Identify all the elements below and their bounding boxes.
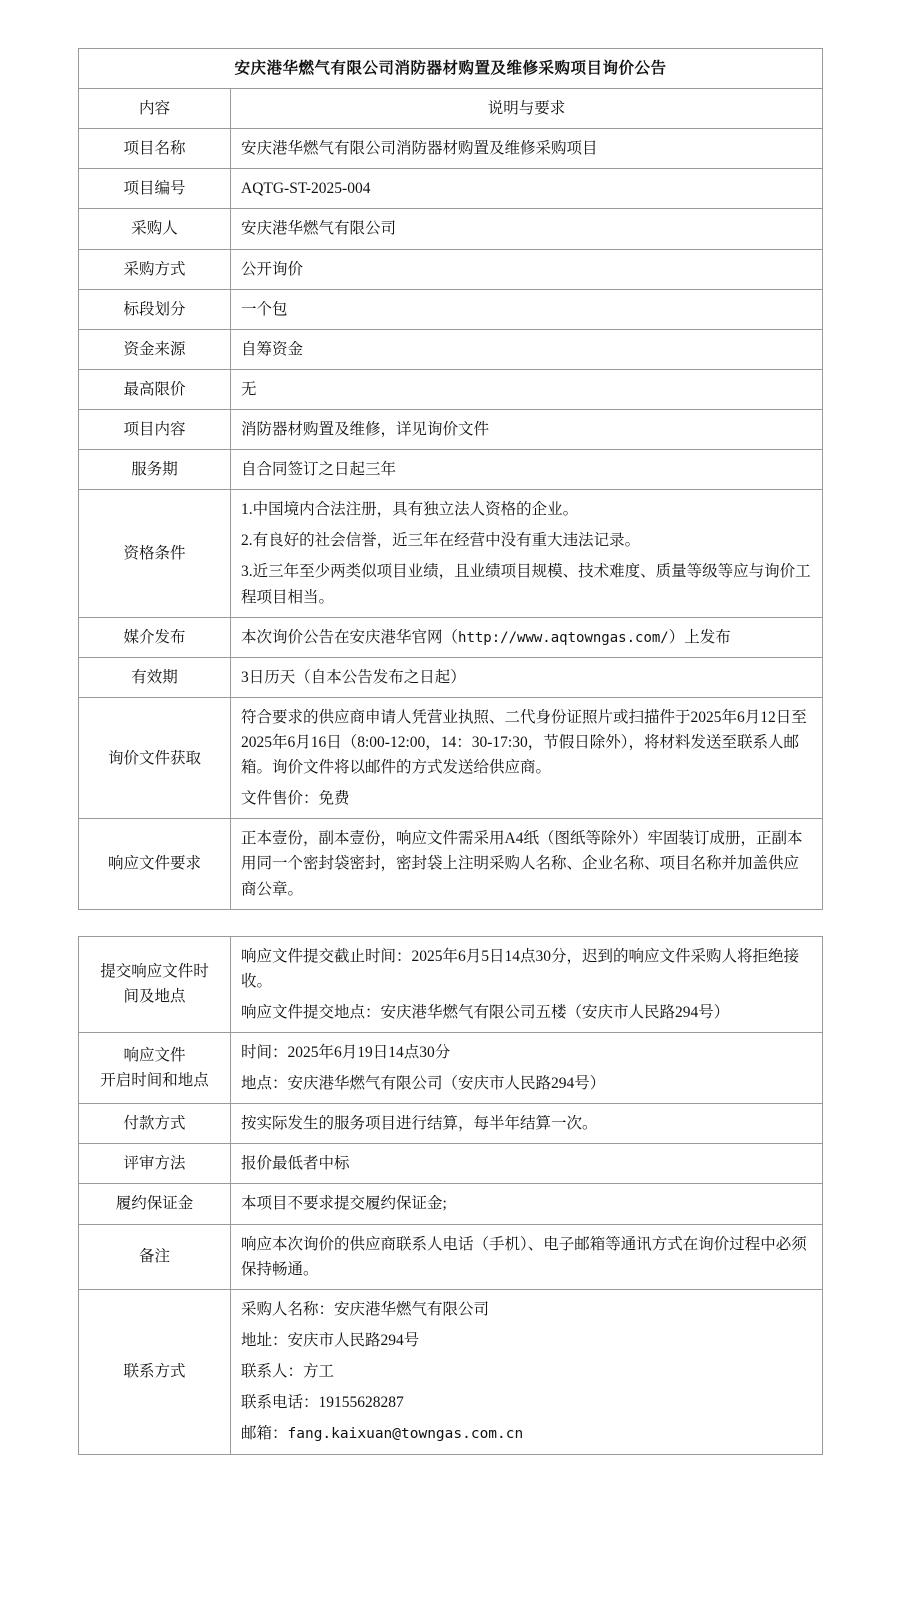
row-label-contact: 联系方式 xyxy=(79,1289,231,1454)
table-row xyxy=(79,1032,823,1103)
row-value-funding-source: 自筹资金 xyxy=(231,329,823,369)
table-row xyxy=(79,1224,823,1289)
contact-line-1: 采购人名称：安庆港华燃气有限公司 xyxy=(241,1300,490,1318)
announcement-table-part2 xyxy=(78,936,823,1455)
row-value-opening xyxy=(231,1032,823,1103)
announcement-table-part1 xyxy=(78,48,823,910)
row-label-media-release: 媒介发布 xyxy=(79,617,231,657)
row-value-qualification xyxy=(231,490,823,617)
contact-line-2: 地址：安庆市人民路294号 xyxy=(241,1331,420,1349)
row-value-project-name: 安庆港华燃气有限公司消防器材购置及维修采购项目 xyxy=(231,129,823,169)
table-row xyxy=(79,617,823,657)
table-row xyxy=(79,369,823,409)
acquisition-line-2: 文件售价：免费 xyxy=(241,790,350,808)
table-gap-divider xyxy=(78,910,822,936)
table-row xyxy=(79,450,823,490)
contact-email-address[interactable]: fang.kaixuan@towngas.com.cn xyxy=(287,1426,524,1443)
table-row xyxy=(79,1144,823,1184)
table-row xyxy=(79,697,823,818)
row-label-opening xyxy=(79,1032,231,1103)
opening-label-line-2: 开启时间和地点 xyxy=(100,1072,209,1090)
submission-line-2: 响应文件提交地点：安庆港华燃气有限公司五楼（安庆市人民路294号） xyxy=(241,1003,730,1021)
row-value-contact xyxy=(231,1289,823,1454)
table-row xyxy=(79,936,823,1032)
table-row xyxy=(79,209,823,249)
opening-line-1: 时间：2025年6月19日14点30分 xyxy=(241,1043,451,1061)
page-title: 安庆港华燃气有限公司消防器材购置及维修采购项目询价公告 xyxy=(79,49,823,89)
submission-label-line-2: 间及地点 xyxy=(123,988,186,1006)
row-value-media-release xyxy=(231,617,823,657)
row-value-purchaser: 安庆港华燃气有限公司 xyxy=(231,209,823,249)
contact-email-label: 邮箱： xyxy=(241,1425,288,1443)
row-value-validity: 3日历天（自本公告发布之日起） xyxy=(231,657,823,697)
row-label-purchase-method: 采购方式 xyxy=(79,249,231,289)
contact-line-4: 联系电话：19155628287 xyxy=(241,1394,404,1412)
table-row-title xyxy=(79,49,823,89)
row-value-performance-bond: 本项目不要求提交履约保证金; xyxy=(231,1184,823,1224)
table-row xyxy=(79,169,823,209)
row-label-project-content: 项目内容 xyxy=(79,409,231,449)
row-value-service-period: 自合同签订之日起三年 xyxy=(231,450,823,490)
row-label-document-acquisition: 询价文件获取 xyxy=(79,697,231,818)
row-label-remark: 备注 xyxy=(79,1224,231,1289)
row-label-validity: 有效期 xyxy=(79,657,231,697)
row-value-remark: 响应本次询价的供应商联系人电话（手机）、电子邮箱等通讯方式在询价过程中必须保持畅通。 xyxy=(231,1224,823,1289)
qualification-line-1: 1.中国境内合法注册，具有独立法人资格的企业。 xyxy=(241,501,579,519)
row-label-section-division: 标段划分 xyxy=(79,289,231,329)
row-label-payment-method: 付款方式 xyxy=(79,1104,231,1144)
table-row xyxy=(79,657,823,697)
table-row xyxy=(79,329,823,369)
table-row xyxy=(79,1104,823,1144)
opening-label-line-1: 响应文件 xyxy=(123,1046,186,1064)
row-value-project-number: AQTG-ST-2025-004 xyxy=(231,169,823,209)
header-col-content: 内容 xyxy=(79,89,231,129)
row-value-project-content: 消防器材购置及维修，详见询价文件 xyxy=(231,409,823,449)
row-label-performance-bond: 履约保证金 xyxy=(79,1184,231,1224)
table-row-header xyxy=(79,89,823,129)
media-prefix: 本次询价公告在安庆港华官网（ xyxy=(241,628,459,646)
media-suffix: ）上发布 xyxy=(668,628,731,646)
row-label-evaluation-method: 评审方法 xyxy=(79,1144,231,1184)
official-website-url[interactable]: http://www.aqtowngas.com/ xyxy=(458,629,669,646)
acquisition-line-1: 符合要求的供应商申请人凭营业执照、二代身份证照片或扫描件于2025年6月12日至2025年6月16日（8:00-12:00，14：30-17:30，节假日除外），将材料发送至联系人邮箱。询价文件将以邮件的方式发送给供应商。 xyxy=(241,708,807,777)
table-row xyxy=(79,490,823,617)
submission-line-1: 响应文件提交截止时间：2025年6月5日14点30分，迟到的响应文件采购人将拒绝接收。 xyxy=(241,947,800,990)
row-label-response-document: 响应文件要求 xyxy=(79,819,231,909)
row-value-document-acquisition xyxy=(231,697,823,818)
opening-line-2: 地点：安庆港华燃气有限公司（安庆市人民路294号） xyxy=(241,1075,606,1093)
qualification-line-2: 2.有良好的社会信誉，近三年在经营中没有重大违法记录。 xyxy=(241,532,641,550)
contact-line-3: 联系人：方工 xyxy=(241,1362,335,1380)
row-label-project-number: 项目编号 xyxy=(79,169,231,209)
table-row xyxy=(79,1184,823,1224)
qualification-line-3: 3.近三年至少两类似项目业绩，且业绩项目规模、技术难度、质量等级等应与询价工程项目相当。 xyxy=(241,563,811,606)
table-row xyxy=(79,819,823,909)
row-label-funding-source: 资金来源 xyxy=(79,329,231,369)
row-label-purchaser: 采购人 xyxy=(79,209,231,249)
row-label-price-cap: 最高限价 xyxy=(79,369,231,409)
table-row xyxy=(79,289,823,329)
row-value-submission xyxy=(231,936,823,1032)
row-value-evaluation-method: 报价最低者中标 xyxy=(231,1144,823,1184)
row-value-payment-method: 按实际发生的服务项目进行结算，每半年结算一次。 xyxy=(231,1104,823,1144)
row-label-submission xyxy=(79,936,231,1032)
submission-label-line-1: 提交响应文件时 xyxy=(100,963,209,981)
row-label-project-name: 项目名称 xyxy=(79,129,231,169)
row-label-qualification: 资格条件 xyxy=(79,490,231,617)
row-value-response-document: 正本壹份，副本壹份，响应文件需采用A4纸（图纸等除外）牢固装订成册，正副本用同一个密封袋密封，密封袋上注明采购人名称、企业名称、项目名称并加盖供应商公章。 xyxy=(231,819,823,909)
row-value-purchase-method: 公开询价 xyxy=(231,249,823,289)
row-label-service-period: 服务期 xyxy=(79,450,231,490)
table-row xyxy=(79,249,823,289)
row-value-price-cap: 无 xyxy=(231,369,823,409)
table-row xyxy=(79,409,823,449)
row-value-section-division: 一个包 xyxy=(231,289,823,329)
header-col-description: 说明与要求 xyxy=(231,89,823,129)
contact-email-line xyxy=(241,1421,812,1446)
table-row xyxy=(79,1289,823,1454)
table-row xyxy=(79,129,823,169)
